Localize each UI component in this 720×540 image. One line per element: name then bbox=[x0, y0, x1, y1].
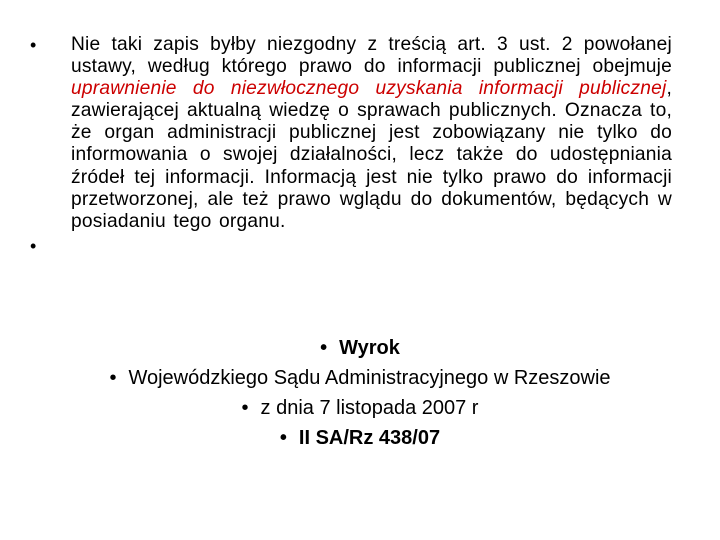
bullet-dot: • bbox=[320, 337, 328, 359]
citation-line-1 bbox=[40, 333, 680, 363]
citation-block bbox=[40, 333, 680, 453]
bullet-dot: • bbox=[30, 235, 37, 256]
bullet-dot: • bbox=[279, 427, 287, 449]
bullet-list bbox=[30, 34, 672, 259]
citation-date: z dnia 7 listopada 2007 r bbox=[260, 397, 479, 419]
bullet-item-main bbox=[30, 34, 672, 233]
citation-court: Wojewódzkiego Sądu Administracyjnego w Rzeszowie bbox=[128, 367, 611, 389]
bullet-item-empty bbox=[30, 235, 672, 259]
paragraph-text-end: , zawierającej aktualną wiedzę o sprawach publicznych. Oznacza to, że organ administracji publicznej jest zobowiązany nie tylko do informowania o swojej działalności, lecz także do udostępniania źródeł tej informacji. Informacją jest nie tylko prawo do informacji przetworzonej, ale też prawo wglądu do dokumentów, będących w posiadaniu tego organu. bbox=[71, 78, 672, 232]
citation-line-3 bbox=[40, 393, 680, 423]
citation-line-2 bbox=[40, 363, 680, 393]
bullet-dot: • bbox=[30, 35, 37, 55]
main-paragraph bbox=[71, 34, 672, 233]
emphasized-phrase: uprawnienie do niezwłocznego uzyskania informacji publicznej bbox=[71, 78, 667, 100]
citation-line-4 bbox=[40, 423, 680, 453]
citation-case-number: II SA/Rz 438/07 bbox=[298, 427, 441, 449]
citation-title: Wyrok bbox=[339, 337, 400, 359]
bullet-dot: • bbox=[241, 397, 249, 419]
bullet-dot: • bbox=[109, 367, 117, 389]
paragraph-text-start: Nie taki zapis byłby niezgodny z treścią art. 3 ust. 2 powołanej ustawy, według którego prawo do informacji publicznej obejmuje bbox=[71, 34, 672, 78]
